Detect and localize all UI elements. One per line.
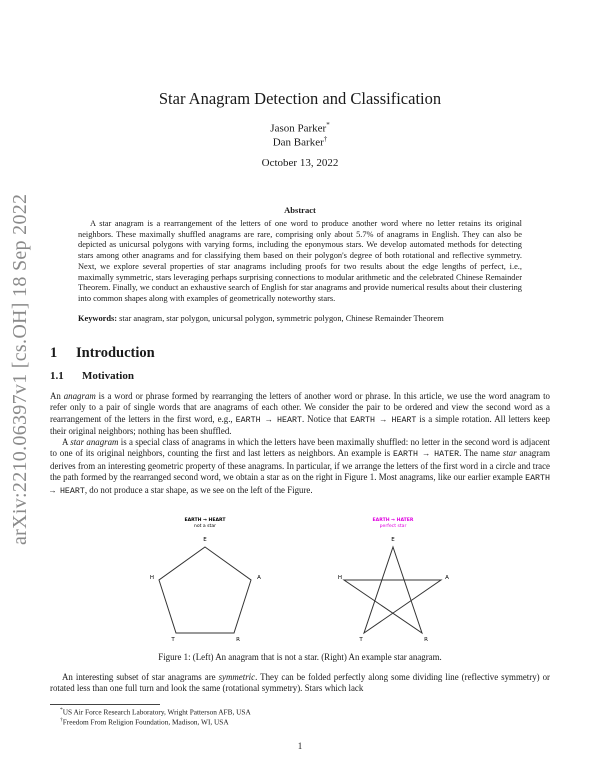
- pentagon-path: [159, 547, 251, 633]
- paragraph-2: A star anagram is a special class of anagrams in which the letters have been maximally shuffled: no letter in the second word is adjacent to one of its original neighbors, counting the first and last letters as neighbors. An example is EARTH → HATER. The name star anagram derives from an interesting geometric property of these anagrams. In particular, if we arrange the letters of the first word in a circle and trace the path formed by the rearranged second word, we obtain a star as on the right in Figure 1. Most anagrams, like our earlier example EARTH → HEART, do not produce a star shape, as we see on the left of the Figure.: [50, 437, 550, 496]
- paper-title: Star Anagram Detection and Classification: [158, 89, 442, 108]
- author-2: Dan Barker†: [272, 135, 328, 149]
- paragraph-1: An anagram is a word or phrase formed by rearranging the letters of another word or phrase. In this article, we use the word anagram to refer only to a pair of single words that are anagrams of each other. We consider the pair to be ordered and view the second word as a rearrangement of the letters in the first word, e.g., EARTH → HEART. Notice that EARTH → HEART is a simple rotation. All letters keep their original neighbors; nothing has been shuffled.: [50, 391, 550, 437]
- vertex-label-H: H: [149, 575, 155, 581]
- author-1: Jason Parker*: [270, 121, 330, 135]
- anagram-term: An anagram: [50, 391, 96, 401]
- section-heading: 1 Introduction: [50, 345, 155, 361]
- figure-left-panel: [150, 517, 261, 643]
- abstract-heading: Abstract: [284, 205, 316, 215]
- vertex-label-A: A: [445, 575, 449, 581]
- vertex-label-E: E: [391, 537, 395, 543]
- vertex-label-R: R: [236, 637, 240, 643]
- footnote-2: †Freedom From Religion Foundation, Madison, WI, USA: [60, 717, 229, 727]
- arxiv-identifier: arXiv:2210.06397v1 [cs.OH] 18 Sep 2022: [9, 193, 31, 545]
- paper-date: October 13, 2022: [261, 157, 339, 169]
- vertex-label-E: E: [203, 537, 207, 543]
- vertex-label-T: T: [359, 637, 363, 643]
- subsection-heading: 1.1 Motivation: [50, 370, 134, 382]
- right-title-line2: perfect star: [379, 524, 407, 529]
- left-title-line2: not a star: [193, 524, 217, 529]
- vertex-label-A: A: [257, 575, 261, 581]
- vertex-label-T: T: [171, 637, 175, 643]
- footnote-rule: [50, 704, 160, 705]
- abstract-text: A star anagram is a rearrangement of the letters of one word to produce another word where no letter retains its original neighbors. These maximally shuffled anagrams are rare, comprising only about 5.7% of anagrams in English. They can also be depicted as unicursal polygons with varying forms, including the eponymous stars. We develop automated methods for detecting stars among other anagrams and for classifying them based on their polygon's degree of both rotational and reflective symmetry. Next, we explore several properties of star anagrams including proofs for two results about the edge lengths of perfect, i.e., maximally symmetric, stars leveraging perhaps surprising connections to modular arithmetic and the celebrated Chinese Remainder Theorem. Finally, we conduct an exhaustive search of English for star anagrams and provide numerical results about their clustering into common shapes along with examples of geometrically noteworthy stars.: [78, 219, 522, 303]
- paragraph-3: An interesting subset of star anagrams are symmetric. They can be folded perfectly along some dividing line (reflective symmetry) or rotated less than one full turn and look the same (rotational symmetry). Stars which lack: [50, 672, 550, 694]
- figure-caption: Figure 1: (Left) An anagram that is not a star. (Right) An example star anagram.: [158, 652, 442, 662]
- right-title-line1: EARTH → HATER: [372, 518, 414, 523]
- star-path: [344, 547, 441, 633]
- keywords: Keywords: star anagram, star polygon, unicursal polygon, symmetric polygon, Chinese Remainder Theorem: [78, 314, 444, 323]
- left-title-line1: EARTH → HEART: [184, 518, 226, 523]
- footnote-1: *US Air Force Research Laboratory, Wright Patterson AFB, USA: [60, 707, 251, 717]
- vertex-label-H: H: [337, 575, 343, 581]
- vertex-label-R: R: [424, 637, 428, 643]
- figure-right-panel: [338, 517, 449, 643]
- page-number: 1: [297, 741, 303, 751]
